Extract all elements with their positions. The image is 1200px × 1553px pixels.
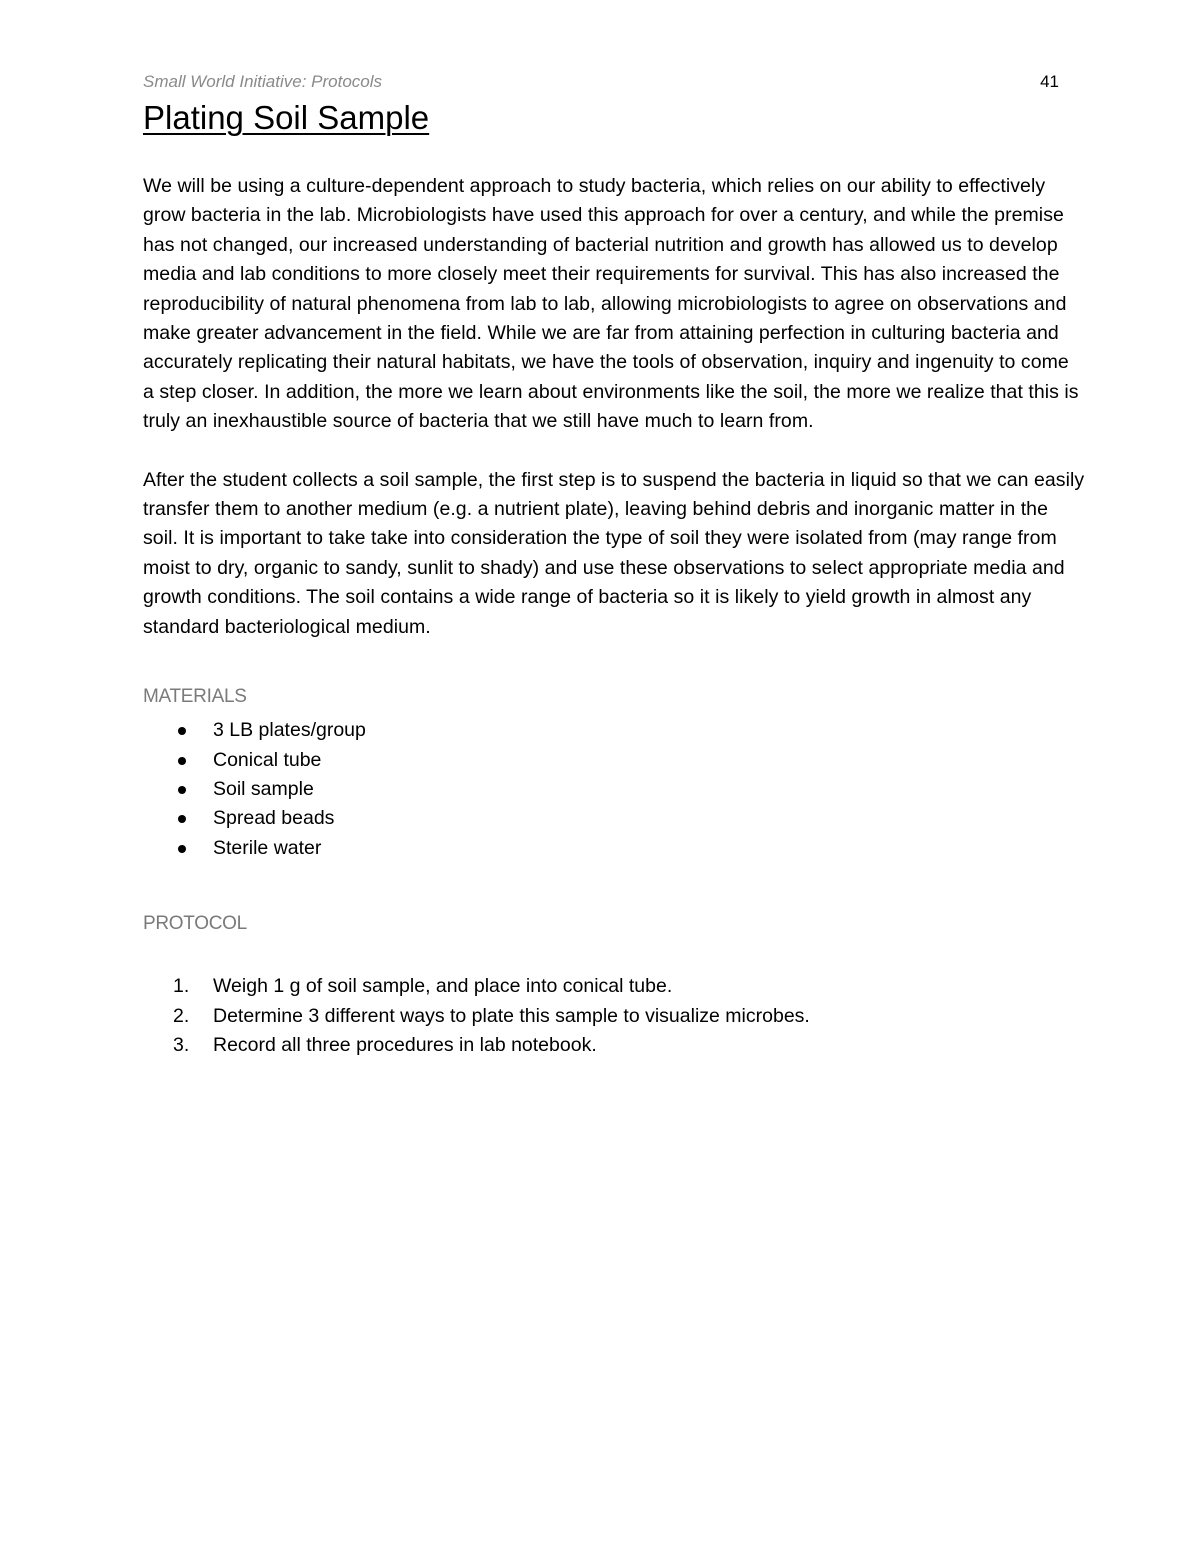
page-number: 41 (1040, 72, 1059, 91)
procedure-paragraph: After the student collects a soil sample, the first step is to suspend the bacteria in liquid so that we can easily transfer them to another medium (e.g. a nutrient plate), leaving behind debris and inorganic matter in the soil. It is important to take take into consideration the type of soil they were isolated from (may range from moist to dry, organic to sandy, sunlit to shady) and use these observations to select appropriate media and growth conditions. The soil contains a wide range of bacteria so it is likely to yield growth in almost any standard bacteriological medium. (143, 468, 1085, 638)
document-title: Plating Soil Sample (143, 99, 430, 136)
document-body (143, 172, 1085, 1060)
bullet-icon (178, 757, 186, 765)
materials-item-label: Spread beads (213, 807, 335, 830)
step-text: Record all three procedures in lab notebook. (213, 1033, 597, 1056)
materials-item-label: Sterile water (213, 836, 322, 859)
materials-item (143, 804, 1085, 833)
protocol-heading: PROTOCOL (143, 913, 247, 935)
bullet-icon (178, 845, 186, 853)
bullet-icon (178, 786, 186, 794)
materials-list (143, 716, 1085, 863)
step-text: Determine 3 different ways to plate this sample to visualize microbes. (213, 1004, 810, 1027)
materials-item (143, 834, 1085, 863)
running-header (143, 70, 1059, 96)
materials-item (143, 775, 1085, 804)
step-text: Weigh 1 g of soil sample, and place into conical tube. (213, 975, 673, 998)
intro-paragraph: We will be using a culture-dependent approach to study bacteria, which relies on our ability to effectively grow bacteria in the lab. Microbiologists have used this approach for over a century, and while the premise has not changed, our increased understanding of bacterial nutrition and growth has allowed us to develop media and lab conditions to more closely meet their requirements for survival. This has also increased the reproducibility of natural phenomena from lab to lab, allowing microbiologists to agree on observations and make greater advancement in the field. While we are far from attaining perfection in culturing bacteria and accurately replicating their natural habitats, we have the tools of observation, inquiry and ingenuity to come a step closer. In addition, the more we learn about environments like the soil, the more we realize that this is truly an inexhaustible source of bacteria that we still have much to learn from. (143, 175, 1079, 433)
protocol-step (143, 1031, 1085, 1060)
step-number: 2. (173, 1004, 190, 1027)
step-number: 1. (173, 975, 190, 998)
protocol-step (143, 1002, 1085, 1031)
bullet-icon (178, 727, 186, 735)
materials-item (143, 716, 1085, 745)
materials-item (143, 746, 1085, 775)
step-number: 3. (173, 1033, 190, 1056)
running-title: Small World Initiative: Protocols (143, 72, 383, 91)
protocol-steps (143, 972, 1085, 1060)
materials-item-label: Soil sample (213, 777, 314, 800)
materials-heading: MATERIALS (143, 686, 247, 708)
materials-item-label: 3 LB plates/group (213, 719, 366, 742)
protocol-step (143, 972, 1085, 1001)
materials-item-label: Conical tube (213, 748, 322, 771)
bullet-icon (178, 815, 186, 823)
